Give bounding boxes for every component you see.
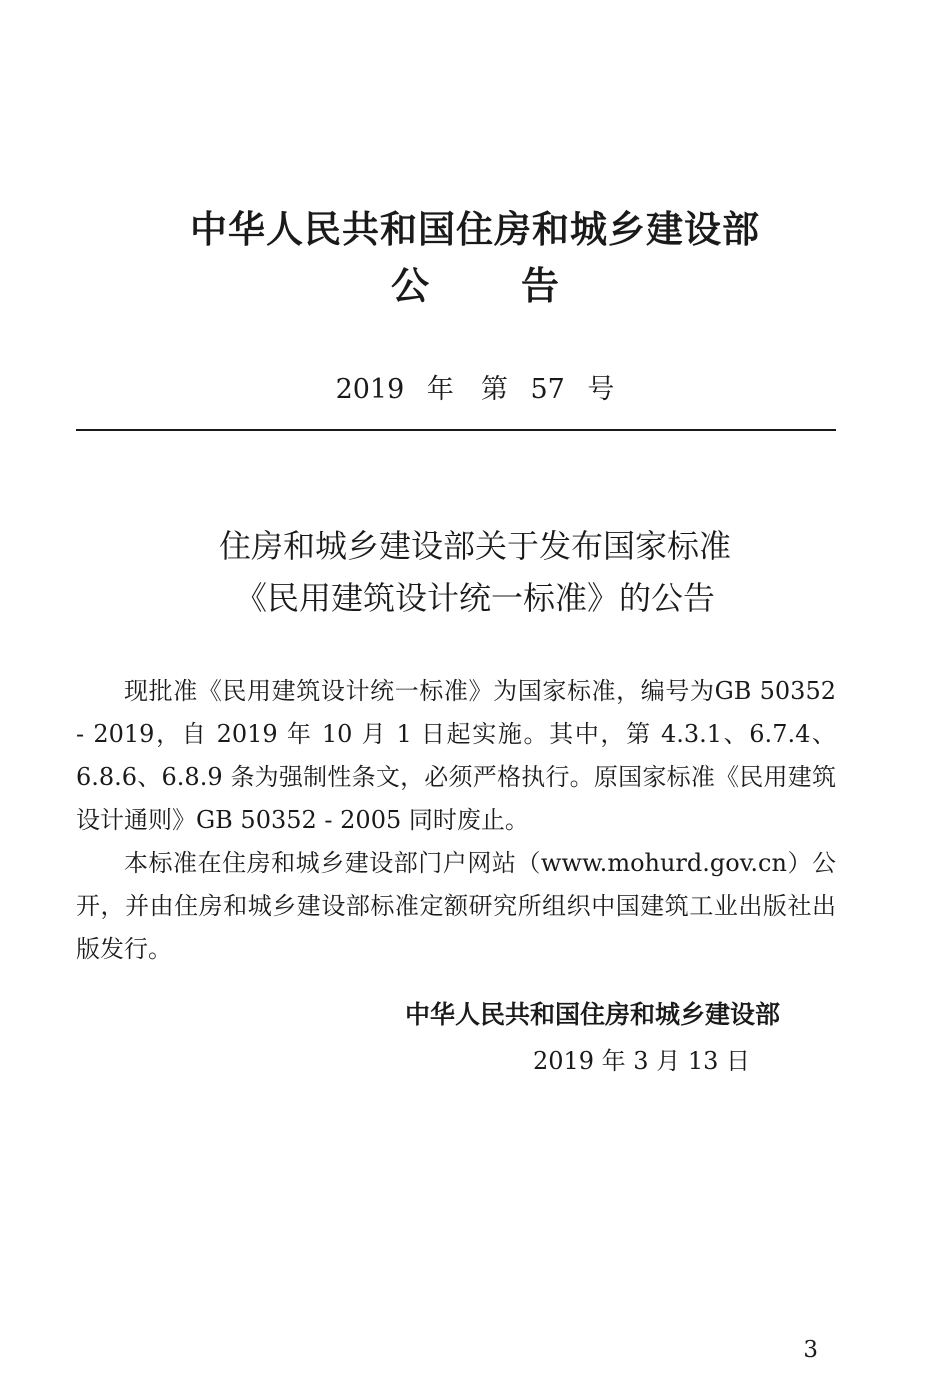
signature-org: 中华人民共和国住房和城乡建设部 bbox=[404, 1000, 780, 1029]
body-paragraph: 现批准《民用建筑设计统一标准》为国家标准，编号为GB 50352 - 2019，自 2019 年 10 月 1 日起实施。其中，第 4.3.1、6.7.4、6.8.6、6.8.9 条为强制性条文，必须严格执行。原国家标准《民用建筑设计通则》GB 50352 - 2005 同时废止。 bbox=[76, 677, 836, 834]
announcement-title bbox=[0, 520, 950, 624]
title-line-2: 《民用建筑设计统一标准》的公告 bbox=[234, 579, 715, 617]
signature-block bbox=[0, 992, 780, 1084]
document-type: 公告 bbox=[390, 264, 651, 308]
issuer-name: 中华人民共和国住房和城乡建设部 bbox=[190, 208, 760, 251]
body-paragraph: 本标准在住房和城乡建设部门户网站（www.mohurd.gov.cn）公开，并由住房和城乡建设部标准定额研究所组织中国建筑工业出版社出版发行。 bbox=[76, 849, 836, 963]
title-line-1: 住房和城乡建设部关于发布国家标准 bbox=[218, 527, 731, 565]
issue-number: 2019 年 第 57 号 bbox=[335, 374, 615, 405]
page-number: 3 bbox=[803, 1337, 818, 1363]
signature-date: 2019 年 3 月 13 日 bbox=[532, 1047, 750, 1075]
header-divider bbox=[76, 429, 836, 431]
announcement-body bbox=[76, 670, 836, 971]
